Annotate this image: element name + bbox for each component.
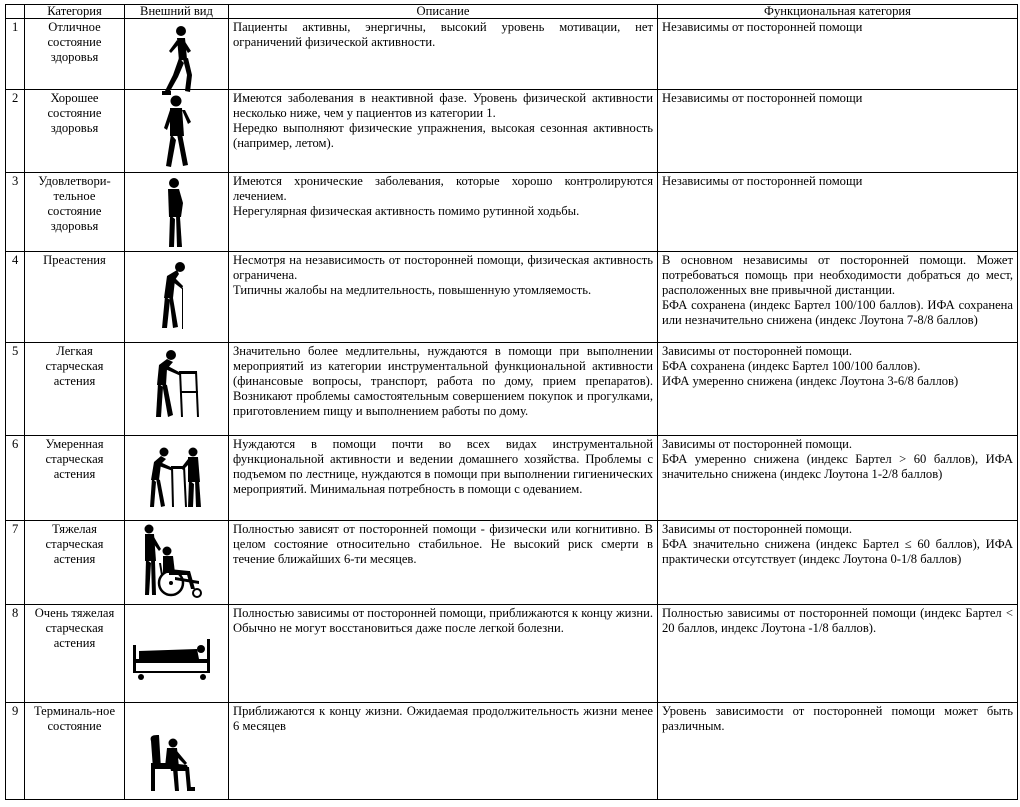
functional-paragraph: ИФА умеренно снижена (индекс Лоутона 3-6/8 баллов)	[662, 374, 959, 388]
row-appearance	[125, 343, 229, 436]
functional-paragraph: Зависимы от посторонней помощи.	[662, 437, 853, 451]
row-category: Преастения	[25, 252, 125, 343]
row-functional	[658, 173, 1018, 252]
description-paragraph: Несмотря на независимость от посторонней помощи, физическая активность ограничена.	[233, 253, 653, 282]
row-description	[229, 19, 658, 90]
row-description	[229, 252, 658, 343]
row-number: 9	[6, 703, 25, 800]
table-row	[6, 19, 1018, 90]
description-paragraph: Значительно более медлительны, нуждаются в помощи при выполнении мероприятий из категории инструментальной функциональной активности (финансовые вопросы, транспорт, работа по дому, прием препаратов). Возникают проблемы самостоятельным совершением покупок и прогулками, приготовлением пищу и выполнением работы по дому.	[233, 344, 653, 418]
row-description	[229, 343, 658, 436]
row-description	[229, 436, 658, 521]
functional-paragraph: Зависимы от посторонней помощи.	[662, 522, 853, 536]
person-with-cane-icon	[153, 258, 193, 332]
description-paragraph: Типичны жалобы на медлительность, повышенную утомляемость.	[233, 283, 592, 297]
functional-paragraph: БФА сохранена (индекс Бартел 100/100 баллов). ИФА сохранена или незначительно снижена (индекс Лоутона 7-8/8 баллов)	[662, 298, 1013, 327]
row-appearance	[125, 90, 229, 173]
row-category: Терминаль-ное состояние	[25, 703, 125, 800]
row-number: 6	[6, 436, 25, 521]
description-paragraph: Имеются хронические заболевания, которые хорошо контролируются лечением.	[233, 174, 653, 203]
row-appearance	[125, 605, 229, 703]
functional-paragraph: Независимы от посторонней помощи	[662, 20, 863, 34]
row-functional	[658, 252, 1018, 343]
row-number: 2	[6, 90, 25, 173]
header-description: Описание	[229, 5, 658, 19]
functional-paragraph: БФА умеренно снижена (индекс Бартел > 60 баллов), ИФА значительно снижена (индекс Лоутона 1-2/8 баллов)	[662, 452, 1013, 481]
functional-paragraph: БФА сохранена (индекс Бартел 100/100 баллов).	[662, 359, 921, 373]
row-category: Очень тяжелая старческая астения	[25, 605, 125, 703]
row-functional	[658, 605, 1018, 703]
header-appearance: Внешний вид	[125, 5, 229, 19]
table-header-row	[6, 5, 1018, 19]
table-row	[6, 605, 1018, 703]
table-row	[6, 173, 1018, 252]
functional-paragraph: Полностью зависимы от посторонней помощи (индекс Бартел < 20 баллов, индекс Лоутона -1/8 баллов).	[662, 606, 1013, 635]
row-appearance	[125, 521, 229, 605]
description-paragraph: Нередко выполняют физические упражнения, высокая сезонная активность (например, летом).	[233, 121, 653, 150]
running-person-icon	[157, 25, 197, 97]
row-description	[229, 173, 658, 252]
description-paragraph: Имеются заболевания в неактивной фазе. Уровень физической активности несколько ниже, чем у пациентов из категории 1.	[233, 91, 653, 120]
row-functional	[658, 19, 1018, 90]
frailty-scale-table-wrap	[5, 4, 1017, 800]
row-category: Умеренная старческая астения	[25, 436, 125, 521]
row-number: 8	[6, 605, 25, 703]
header-functional: Функциональная категория	[658, 5, 1018, 19]
functional-paragraph: Уровень зависимости от посторонней помощи может быть различным.	[662, 704, 1013, 733]
row-number: 1	[6, 19, 25, 90]
header-category: Категория	[25, 5, 125, 19]
description-paragraph: Приближаются к концу жизни. Ожидаемая продолжительность жизни менее 6 месяцев	[233, 704, 653, 733]
row-number: 7	[6, 521, 25, 605]
row-category: Хорошее состояние здоровья	[25, 90, 125, 173]
row-functional	[658, 703, 1018, 800]
row-description	[229, 521, 658, 605]
row-category: Тяжелая старческая астения	[25, 521, 125, 605]
functional-paragraph: БФА значительно снижена (индекс Бартел ≤ 60 баллов), ИФА практически отсутствует (индекс Лоутона 0-1/8 баллов)	[662, 537, 1013, 566]
row-appearance	[125, 173, 229, 252]
row-number: 5	[6, 343, 25, 436]
header-num	[6, 5, 25, 19]
row-functional	[658, 436, 1018, 521]
row-functional	[658, 90, 1018, 173]
functional-paragraph: В основном независимы от посторонней помощи. Может потребоваться помощь при необходимости добраться до мест, расположенных вне привычной дистанции.	[662, 253, 1013, 297]
row-description	[229, 90, 658, 173]
seated-armchair-icon	[147, 733, 197, 793]
description-paragraph: Полностью зависят от посторонней помощи - физически или когнитивно. В целом состояние относительно стабильное. Не высокий риск смерти в течение ближайших 6-ти месяцев.	[233, 522, 653, 566]
description-paragraph: Полностью зависимы от посторонней помощи, приближаются к концу жизни. Обычно не могут восстановиться даже после легкой болезни.	[233, 606, 653, 635]
row-category: Отличное состояние здоровья	[25, 19, 125, 90]
frailty-scale-table	[5, 4, 1018, 800]
table-row	[6, 252, 1018, 343]
row-category: Удовлетвори-тельное состояние здоровья	[25, 173, 125, 252]
bedridden-icon	[131, 637, 211, 681]
row-functional	[658, 343, 1018, 436]
assisted-walker-icon	[147, 444, 203, 510]
functional-paragraph: Независимы от посторонней помощи	[662, 174, 863, 188]
description-paragraph: Нерегулярная физическая активность помимо рутинной ходьбы.	[233, 204, 580, 218]
row-description	[229, 605, 658, 703]
row-appearance	[125, 436, 229, 521]
row-description	[229, 703, 658, 800]
person-with-walker-icon	[153, 347, 201, 421]
table-row	[6, 343, 1018, 436]
wheelchair-icon	[139, 523, 211, 599]
standing-person-icon	[161, 177, 191, 249]
row-number: 3	[6, 173, 25, 252]
description-paragraph: Нуждаются в помощи почти во всех видах инструментальной функциональной активности и ведении домашнего хозяйства. Проблемы с подъемом по лестнице, нуждаются в помощи при выполнении гигиенических мероприятий. Минимальная потребность в помощи с одеванием.	[233, 437, 653, 496]
functional-paragraph: Зависимы от посторонней помощи.	[662, 344, 853, 358]
table-row	[6, 703, 1018, 800]
table-row	[6, 521, 1018, 605]
functional-paragraph: Независимы от посторонней помощи	[662, 91, 863, 105]
row-appearance	[125, 252, 229, 343]
description-paragraph: Пациенты активны, энергичны, высокий уровень мотивации, нет ограничений физической активности.	[233, 20, 653, 49]
row-appearance	[125, 703, 229, 800]
row-functional	[658, 521, 1018, 605]
walking-person-icon	[157, 94, 197, 170]
table-row	[6, 436, 1018, 521]
row-number: 4	[6, 252, 25, 343]
row-category: Легкая старческая астения	[25, 343, 125, 436]
table-row	[6, 90, 1018, 173]
row-appearance	[125, 19, 229, 90]
